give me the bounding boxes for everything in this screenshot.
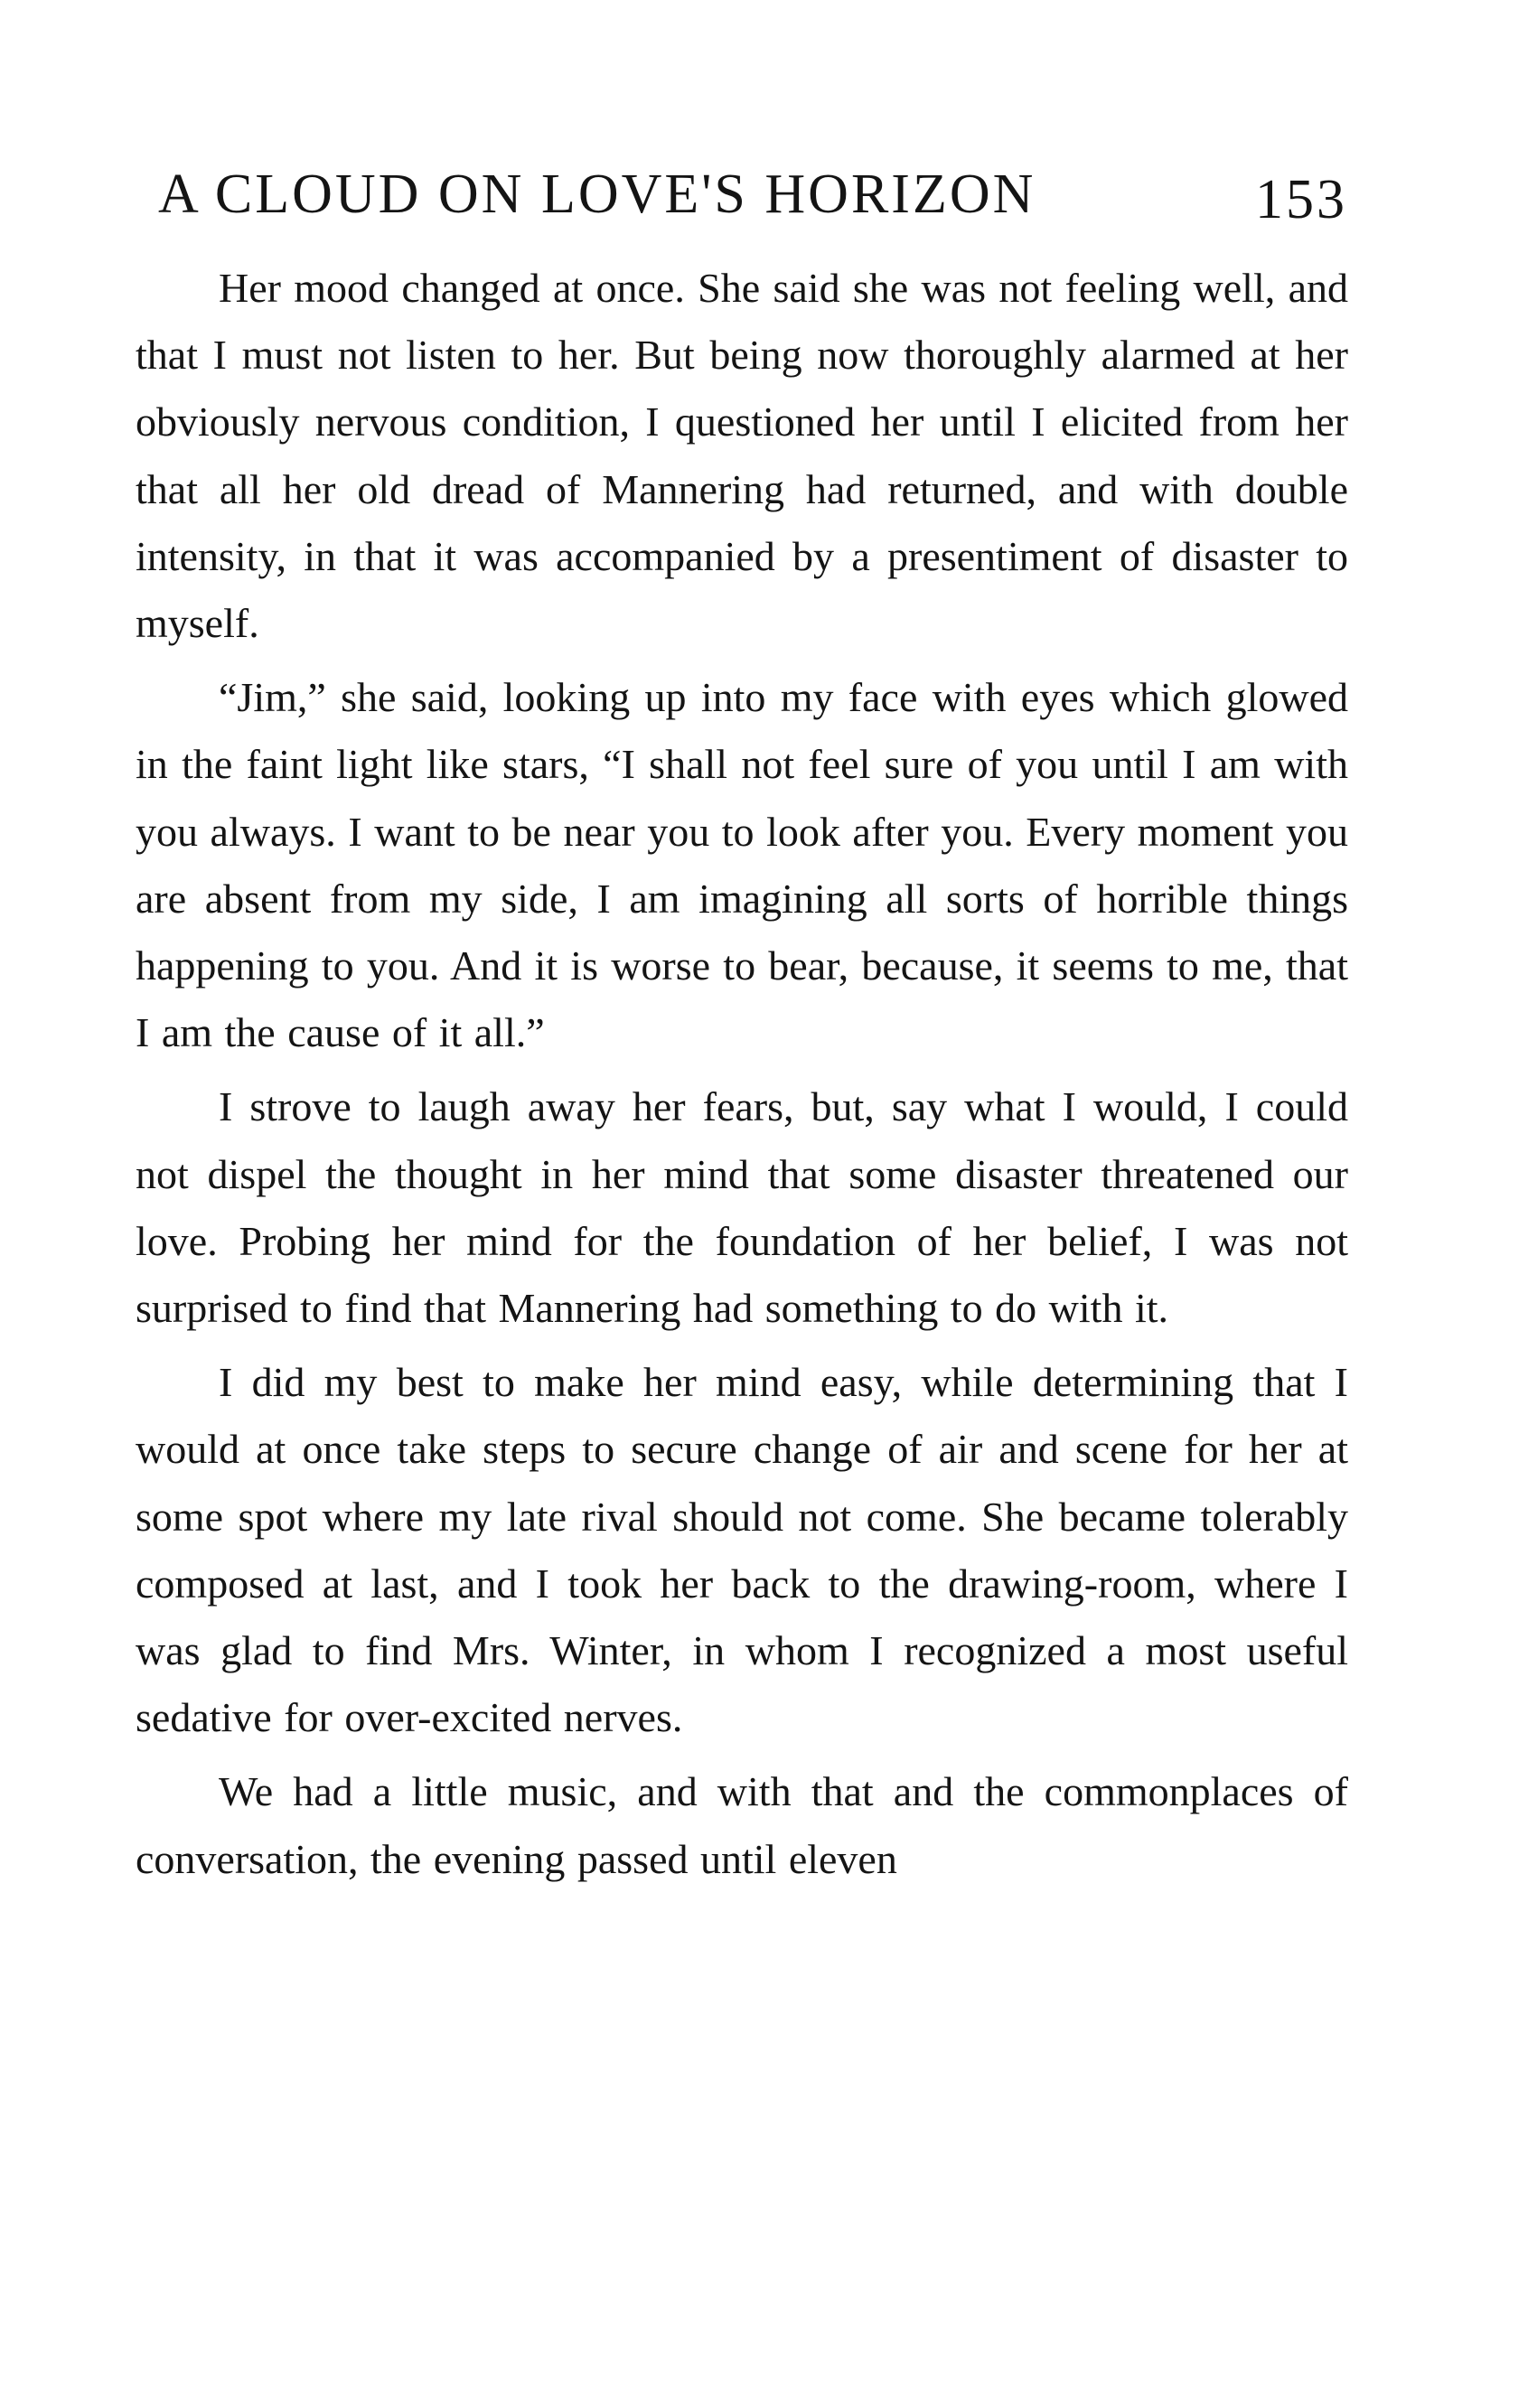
body-text — [136, 255, 1348, 1893]
running-head — [158, 154, 1347, 235]
running-title: A CLOUD ON LOVE'S HORIZON — [158, 164, 1036, 225]
paragraph: “Jim,” she said, looking up into my face with eyes which glowed in the faint light like stars, “I shall not feel sure of you until I am with you always. I want to be near you to look after you. Every moment you are absent from my side, I am imagining all sorts of horrible things happening to you. And it is worse to bear, because, it seems to me, that I am the cause of it all.” — [136, 674, 1348, 1056]
paragraph: Her mood changed at once. She said she was not feeling well, and that I must not listen to her. But being now thoroughly alarmed at her obviously nervous condition, I questioned her until I elicited from her that all her old dread of Mannering had returned, and with double intensity, in that it was accompanied by a presentiment of disaster to myself. — [136, 265, 1348, 647]
page-number: 153 — [1255, 169, 1347, 230]
paragraph: I strove to laugh away her fears, but, say what I would, I could not dispel the thought in her mind that some disaster threatened our love. Probing her mind for the foundation of her belief, I was not surprised to find that Mannering had something to do with it. — [136, 1083, 1348, 1332]
paragraph: I did my best to make her mind easy, while determining that I would at once take steps to secure change of air and scene for her at some spot where my late rival should not come. She became tolerably composed at last, and I took her back to the drawing-room, where I was glad to find Mrs. Winter, in whom I recognized a most useful sedative for over-excited nerves. — [136, 1359, 1348, 1741]
paragraph: We had a little music, and with that and the commonplaces of conversation, the evening passed until eleven — [136, 1768, 1348, 1882]
